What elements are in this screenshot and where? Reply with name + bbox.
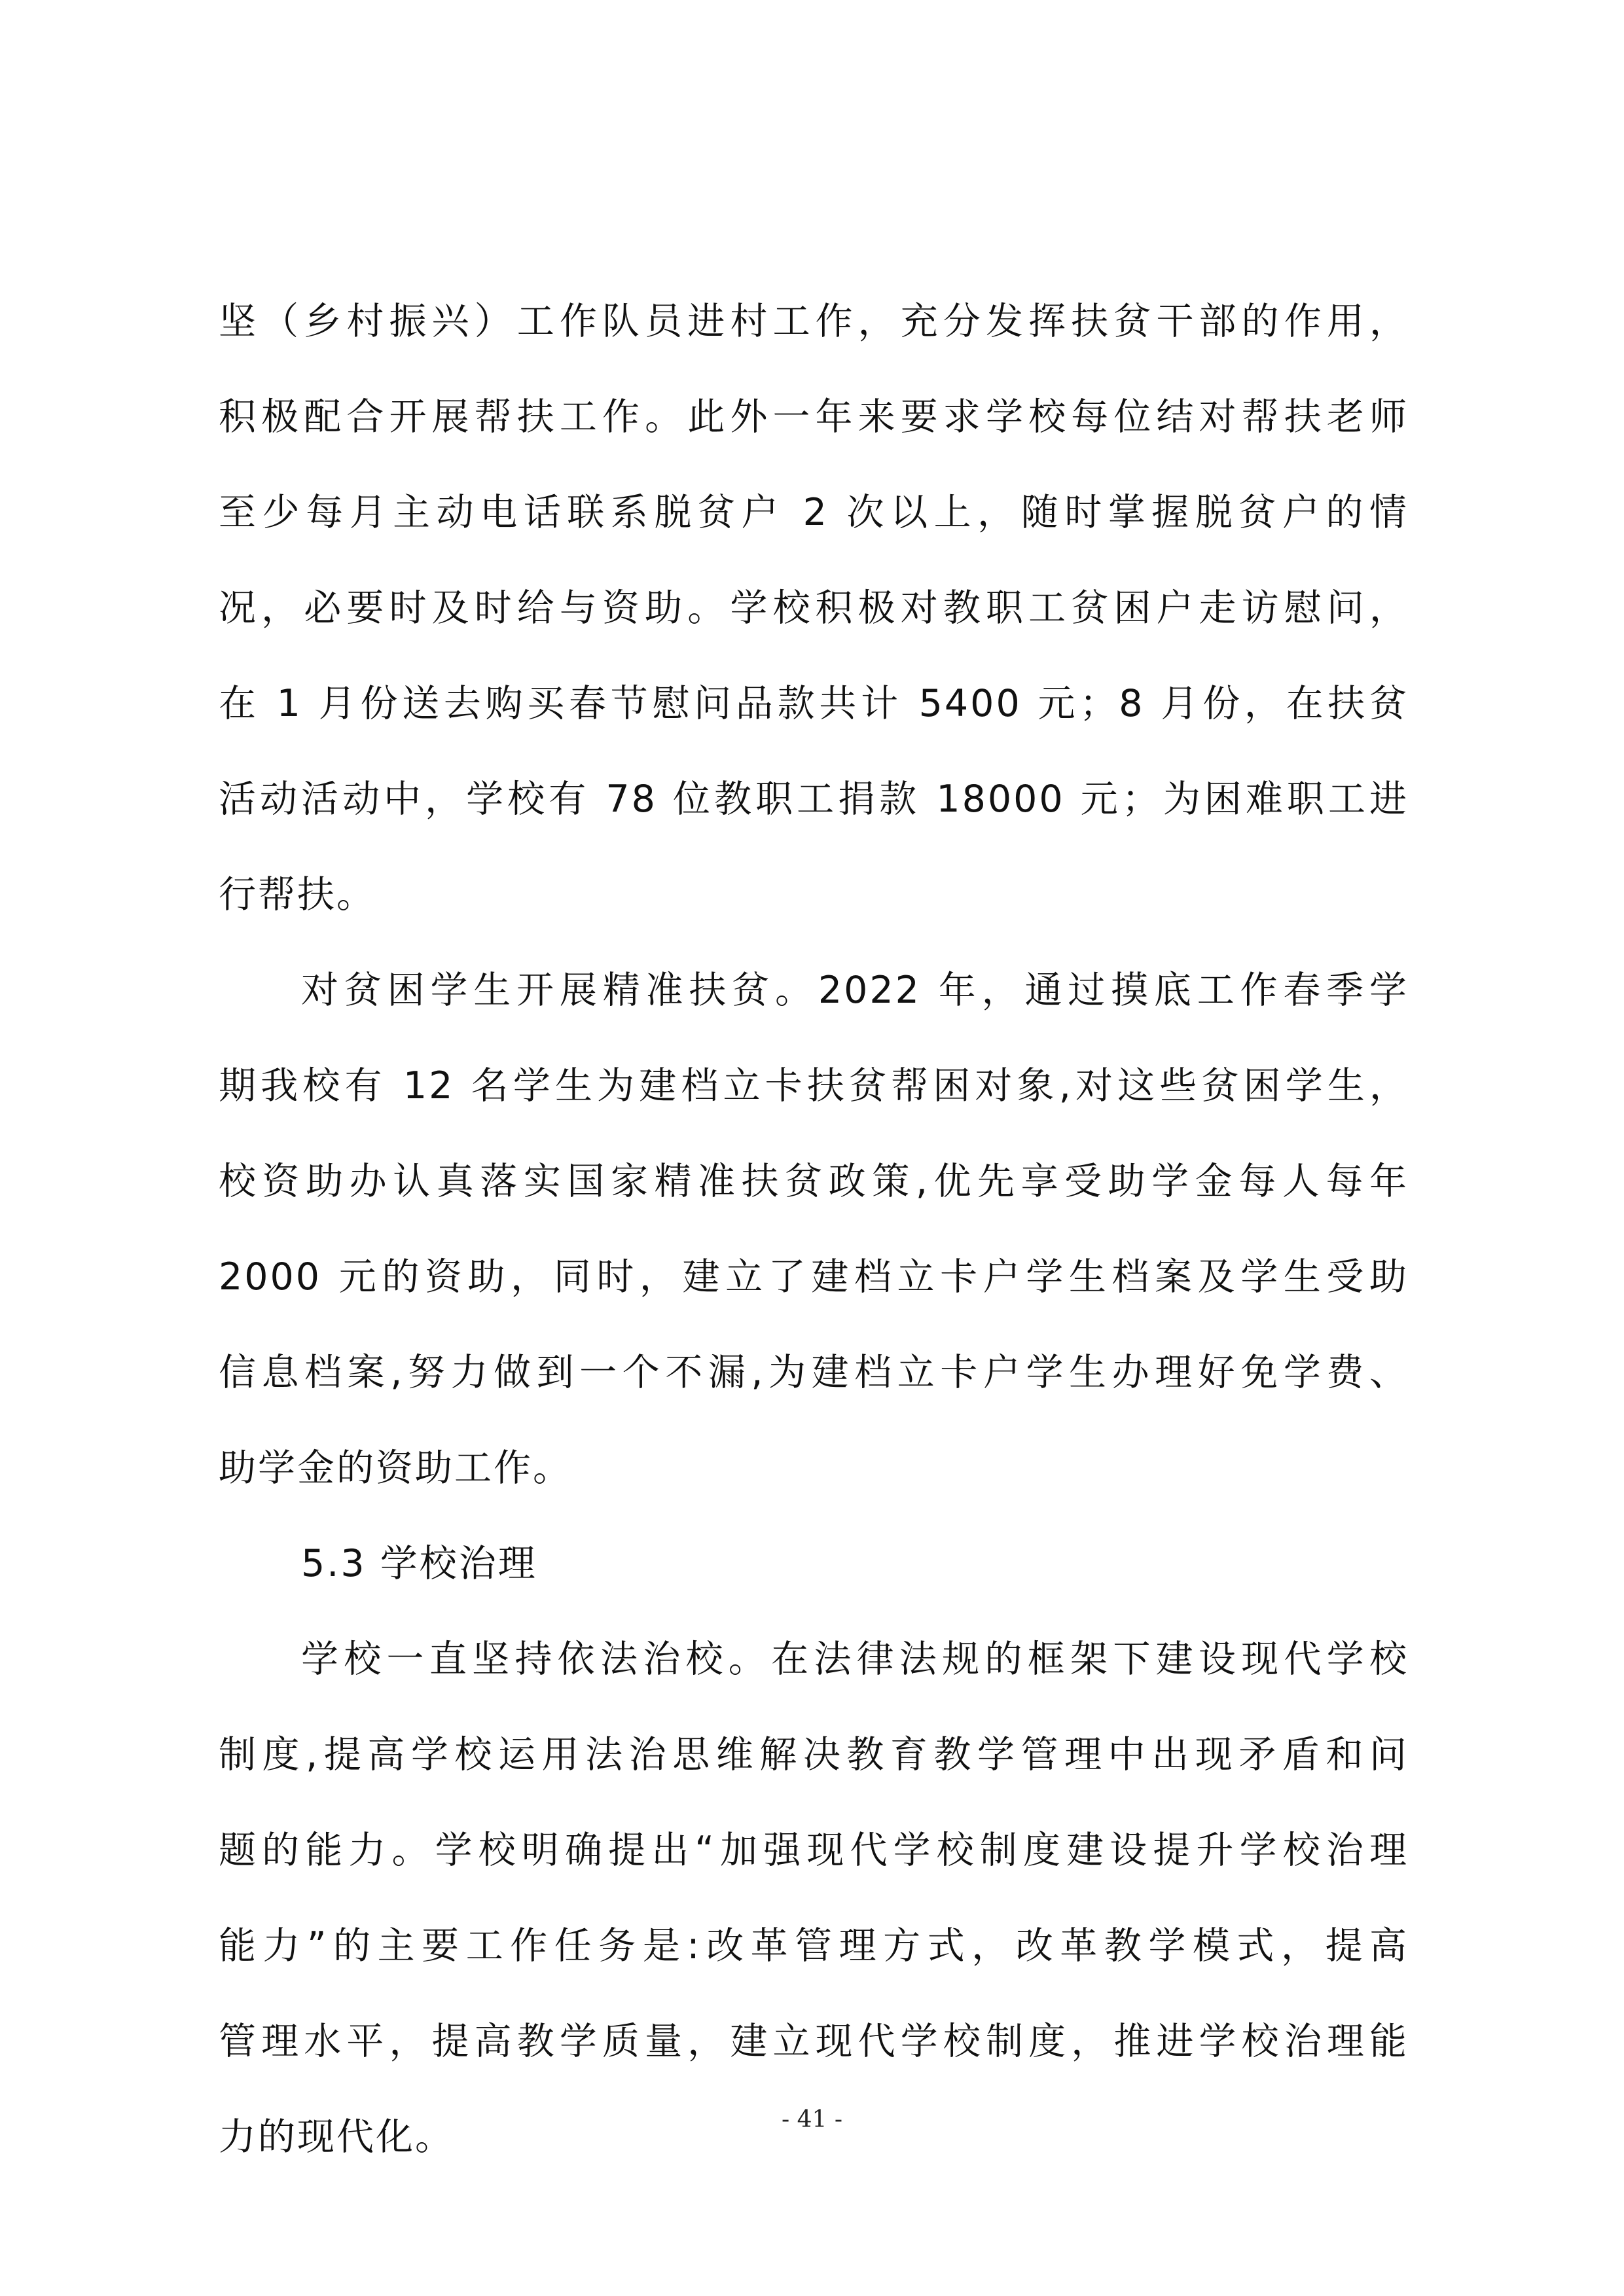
text-line: 能力”的主要工作任务是:改革管理方式，改革教学模式，提高 <box>219 1924 1409 1967</box>
text-line: 坚（乡村振兴）工作队员进村工作，充分发挥扶贫干部的作用， <box>219 300 1409 343</box>
text-line: 积极配合开展帮扶工作。此外一年来要求学校每位结对帮扶老师 <box>219 395 1409 439</box>
text-line: 在 1 月份送去购买春节慰问品款共计 5400 元；8 月份，在扶贫 <box>219 682 1409 725</box>
text-line: 校资助办认真落实国家精准扶贫政策,优先享受助学金每人每年 <box>219 1160 1409 1203</box>
text-line: 对贫困学生开展精准扶贫。2022 年，通过摸底工作春季学 <box>301 969 1409 1012</box>
text-line: 学校一直坚持依法治校。在法律法规的框架下建设现代学校 <box>301 1638 1409 1681</box>
text-line: 题的能力。学校明确提出“加强现代学校制度建设提升学校治理 <box>219 1829 1409 1872</box>
text-line: 管理水平，提高教学质量，建立现代学校制度，推进学校治理能 <box>219 2020 1409 2063</box>
text-line: 活动活动中，学校有 78 位教职工捐款 18000 元；为困难职工进 <box>219 778 1409 821</box>
paragraph-school-governance <box>219 1611 1409 2185</box>
paragraph-poverty-students <box>219 942 1409 1516</box>
text-line: 助学金的资助工作。 <box>219 1446 572 1490</box>
document-body <box>219 274 1409 2185</box>
paragraph-poverty-teachers <box>219 274 1409 942</box>
text-line: 力的现代化。 <box>219 2115 454 2159</box>
text-line: 期我校有 12 名学生为建档立卡扶贫帮困对象,对这些贫困学生， <box>219 1064 1409 1107</box>
text-line: 2000 元的资助，同时，建立了建档立卡户学生档案及学生受助 <box>219 1255 1409 1299</box>
text-line: 至少每月主动电话联系脱贫户 2 次以上，随时掌握脱贫户的情 <box>219 491 1409 534</box>
text-line: 信息档案,努力做到一个不漏,为建档立卡户学生办理好免学费、 <box>219 1351 1409 1394</box>
text-line: 制度,提高学校运用法治思维解决教育教学管理中出现矛盾和问 <box>219 1733 1409 1776</box>
text-line: 行帮扶。 <box>219 873 376 916</box>
section-heading: 5.3 学校治理 <box>301 1542 537 1585</box>
text-line: 况，必要时及时给与资助。学校积极对教职工贫困户走访慰问， <box>219 586 1409 630</box>
page-number: - 41 - <box>781 2106 843 2133</box>
